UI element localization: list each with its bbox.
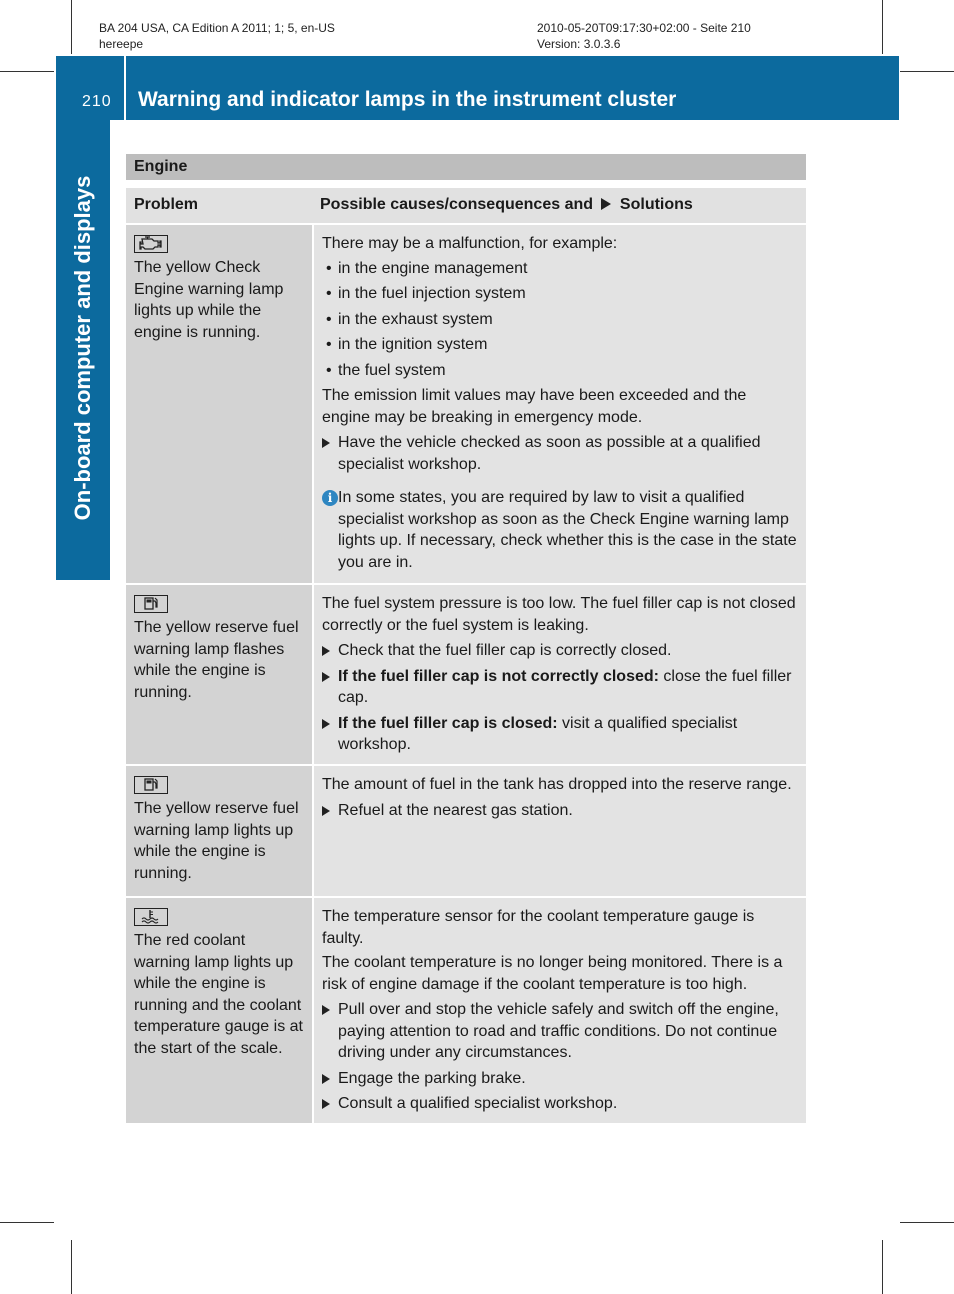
crop-mark — [0, 71, 54, 72]
solution-cell — [312, 585, 806, 764]
crop-mark — [882, 1240, 883, 1294]
action-step — [322, 1068, 798, 1090]
solution-text: The temperature sensor for the coolant temperature gauge is faulty. — [322, 908, 755, 947]
table-row — [126, 764, 806, 896]
action-text: Have the vehicle checked as soon as possible at a qualified specialist workshop. — [338, 434, 761, 473]
note-text: In some states, you are required by law to visit a qualified specialist workshop as soon as the Check Engine warning lamp lights up. If necessary, check whether this is the case in the state you are in. — [338, 489, 797, 571]
solution-intro: There may be a malfunction, for example: — [322, 235, 618, 252]
list-item: • in the fuel injection system — [322, 283, 798, 305]
solution-text: The emission limit values may have been exceeded and the engine may be breaking in emergency mode. — [322, 387, 747, 426]
info-note — [322, 487, 798, 573]
fuel-pump-icon — [134, 776, 168, 794]
action-arrow-icon — [322, 1074, 330, 1084]
action-text: Check that the fuel filler cap is correctly closed. — [338, 642, 672, 659]
action-arrow-icon — [322, 1005, 330, 1015]
action-text: Consult a qualified specialist workshop. — [338, 1095, 618, 1112]
meta-right-line1: 2010-05-20T09:17:30+02:00 - Seite 210 — [537, 21, 751, 35]
column-header-solutions — [312, 188, 806, 223]
action-step — [322, 1093, 798, 1115]
crop-mark — [900, 71, 954, 72]
problem-text: The yellow reserve fuel warning lamp lights up while the engine is running. — [134, 800, 299, 882]
meta-left-line1: BA 204 USA, CA Edition A 2011; 1; 5, en-US — [99, 21, 335, 35]
crop-mark — [71, 0, 72, 54]
problem-cell — [126, 898, 312, 1123]
action-step — [322, 640, 798, 662]
problem-text: The yellow reserve fuel warning lamp flashes while the engine is running. — [134, 619, 299, 701]
meta-left-line2: hereepe — [99, 37, 144, 51]
column-header-problem: Problem — [134, 196, 199, 213]
action-text: Pull over and stop the vehicle safely and switch off the engine, paying attention to road and traffic conditions. Do not continue driving under any circumstances. — [338, 1001, 779, 1061]
print-meta-left — [99, 20, 335, 52]
action-condition: If the fuel filler cap is closed: — [338, 714, 558, 732]
list-item: • in the engine management — [322, 258, 798, 280]
column-header-solutions-b: Solutions — [619, 196, 693, 213]
action-arrow-icon — [322, 438, 330, 448]
solution-text: The coolant temperature is no longer being monitored. There is a risk of engine damage if the coolant temperature is too high. — [322, 954, 783, 993]
column-header-solutions-a: Possible causes/consequences and — [320, 196, 594, 213]
action-arrow-icon — [322, 646, 330, 656]
chapter-side-label: On-board computer and displays — [70, 175, 95, 521]
action-step — [322, 666, 798, 709]
action-arrow-icon — [322, 672, 330, 682]
coolant-temperature-icon — [134, 908, 168, 926]
action-arrow-icon — [322, 719, 330, 729]
problem-text: The yellow Check Engine warning lamp lights up while the engine is running. — [134, 259, 284, 341]
meta-right-line2: Version: 3.0.3.6 — [537, 37, 621, 51]
action-step — [322, 713, 798, 756]
table-row — [126, 583, 806, 764]
header-divider — [124, 56, 126, 120]
action-step — [322, 800, 798, 822]
solution-text: The fuel system pressure is too low. The fuel filler cap is not closed correctly or the fuel system is leaking. — [322, 595, 796, 634]
solution-text: The amount of fuel in the tank has dropped into the reserve range. — [322, 776, 792, 793]
action-arrow-icon — [322, 1099, 330, 1109]
action-text: visit a qualified specialist workshop. — [338, 714, 738, 753]
solution-cell — [312, 225, 806, 583]
crop-mark — [882, 0, 883, 54]
table-row — [126, 896, 806, 1123]
fuel-pump-icon — [134, 595, 168, 613]
info-icon: i — [322, 490, 338, 506]
list-item: • in the exhaust system — [322, 309, 798, 331]
solution-cell — [312, 766, 806, 896]
crop-mark — [71, 1240, 72, 1294]
table-header-row — [126, 188, 806, 223]
action-step — [322, 999, 798, 1064]
section-heading: Engine — [126, 154, 806, 180]
print-meta-right — [537, 20, 751, 52]
action-condition: If the fuel filler cap is not correctly closed: — [338, 667, 659, 685]
crop-mark — [0, 1222, 54, 1223]
page-number: 210 — [82, 93, 112, 110]
list-item: • the fuel system — [322, 360, 798, 382]
problem-cell — [126, 225, 312, 583]
problem-cell — [126, 585, 312, 764]
problem-cell — [126, 766, 312, 896]
solution-cell — [312, 898, 806, 1123]
problem-text: The red coolant warning lamp lights up while the engine is running and the coolant temperature gauge is at the start of the scale. — [134, 932, 303, 1057]
action-text: close the fuel filler cap. — [338, 667, 792, 706]
crop-mark — [900, 1222, 954, 1223]
triangle-arrow-icon — [601, 198, 611, 210]
page-title: Warning and indicator lamps in the instrument cluster — [138, 88, 677, 111]
list-item: • in the ignition system — [322, 334, 798, 356]
action-arrow-icon — [322, 806, 330, 816]
table-row — [126, 223, 806, 583]
engine-table — [126, 154, 806, 1123]
action-step — [322, 432, 798, 475]
check-engine-icon — [134, 235, 168, 253]
action-text: Engage the parking brake. — [338, 1069, 526, 1087]
action-text: Refuel at the nearest gas station. — [338, 801, 573, 819]
